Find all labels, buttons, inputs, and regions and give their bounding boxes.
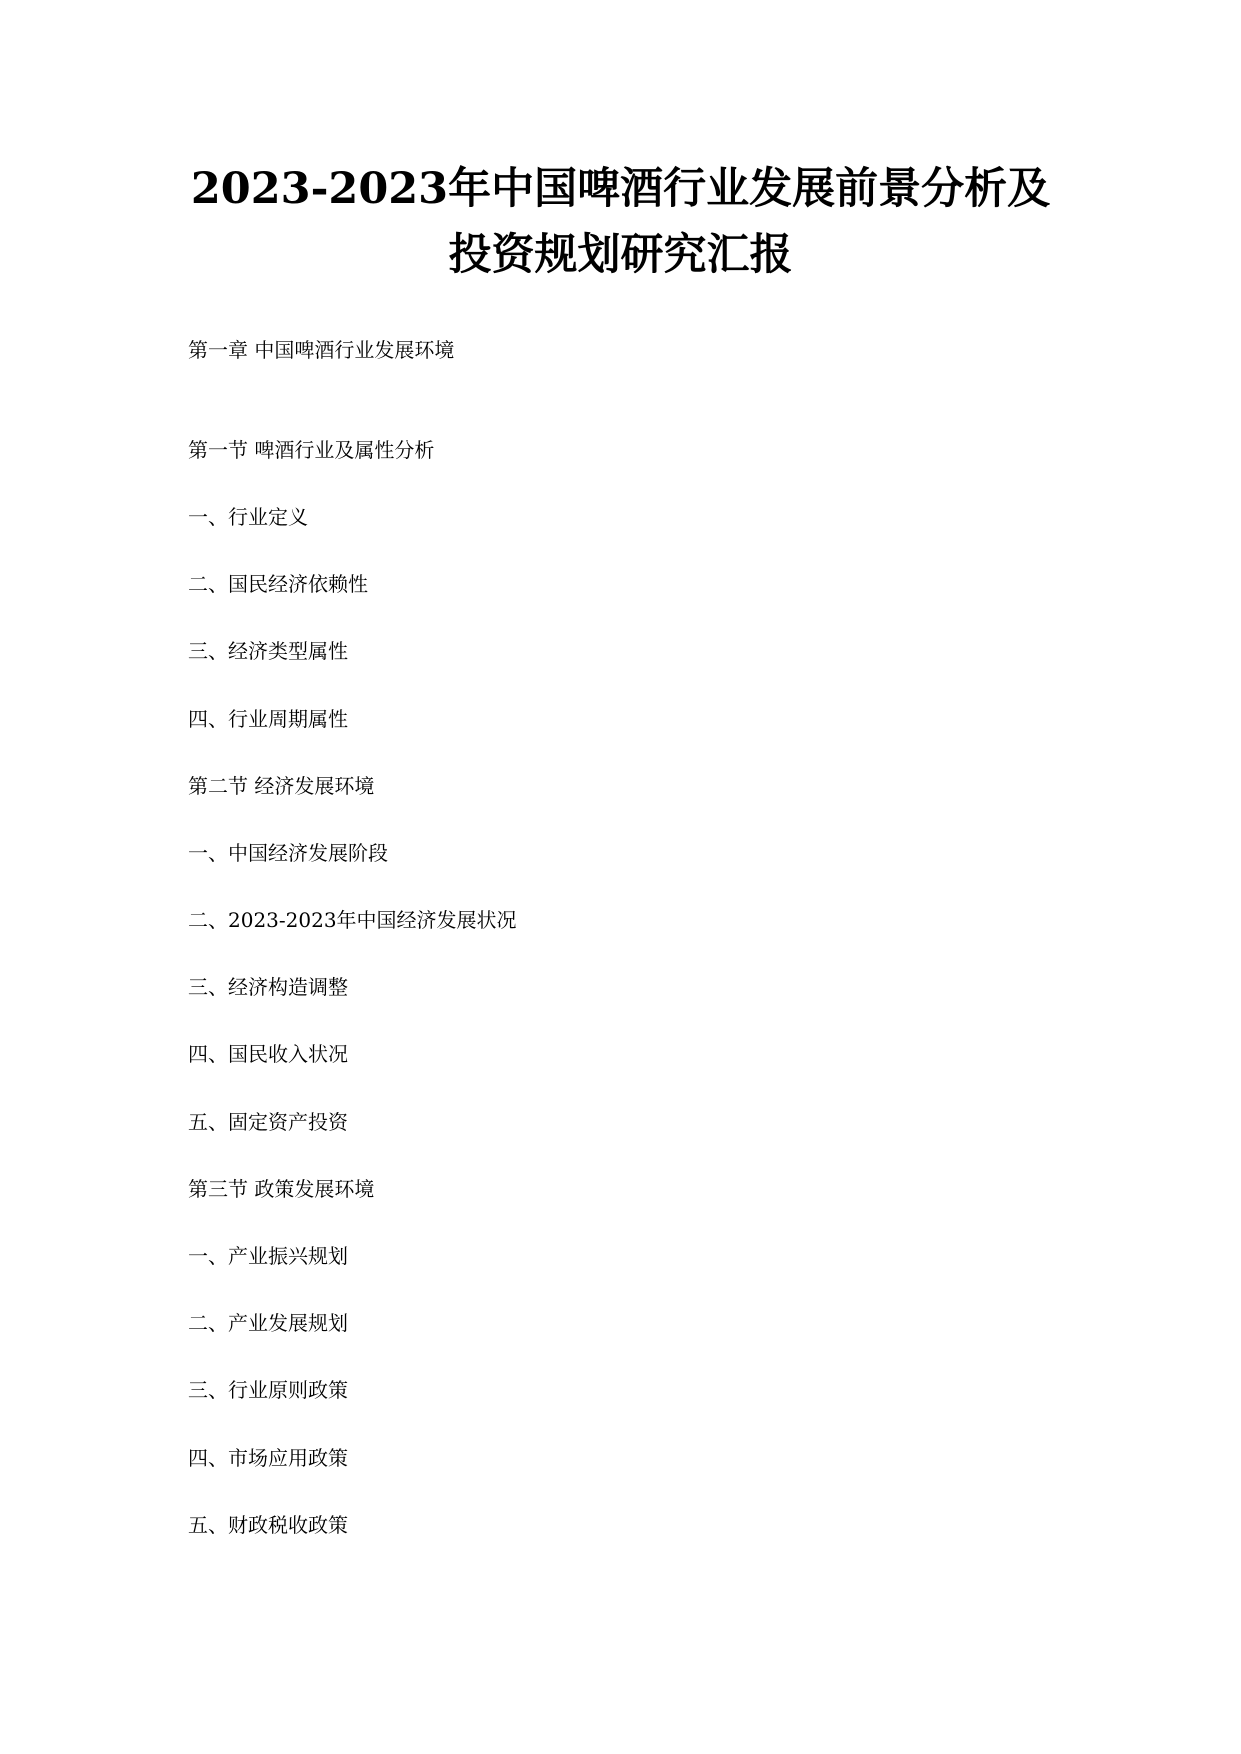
toc-item: 四、国民收入状况 xyxy=(188,1042,348,1066)
toc-chapter-1: 第一章 中国啤酒行业发展环境 xyxy=(188,338,455,362)
toc-item: 一、产业振兴规划 xyxy=(188,1244,348,1268)
toc-item: 二、产业发展规划 xyxy=(188,1311,348,1335)
toc-item: 五、财政税收政策 xyxy=(188,1513,348,1537)
title-line-2: 投资规划研究汇报 xyxy=(448,230,793,280)
toc-section-1-3: 第三节 政策发展环境 xyxy=(188,1177,375,1201)
toc-item: 五、固定资产投资 xyxy=(188,1110,348,1134)
toc-item: 三、行业原则政策 xyxy=(188,1378,348,1402)
toc-item: 一、行业定义 xyxy=(188,505,308,529)
toc-item: 四、市场应用政策 xyxy=(188,1446,348,1470)
toc-item: 一、中国经济发展阶段 xyxy=(188,841,388,865)
toc-item: 四、行业周期属性 xyxy=(188,707,348,731)
document-title xyxy=(0,156,1241,288)
toc-item: 二、2023-2023年中国经济发展状况 xyxy=(188,908,517,932)
toc-section-1-1: 第一节 啤酒行业及属性分析 xyxy=(188,438,435,462)
toc-section-1-2: 第二节 经济发展环境 xyxy=(188,774,375,798)
toc-item: 二、国民经济依赖性 xyxy=(188,572,368,596)
toc-item: 三、经济类型属性 xyxy=(188,639,348,663)
title-line-1: 2023-2023年中国啤酒行业发展前景分析及 xyxy=(190,164,1051,214)
toc-item: 三、经济构造调整 xyxy=(188,975,348,999)
